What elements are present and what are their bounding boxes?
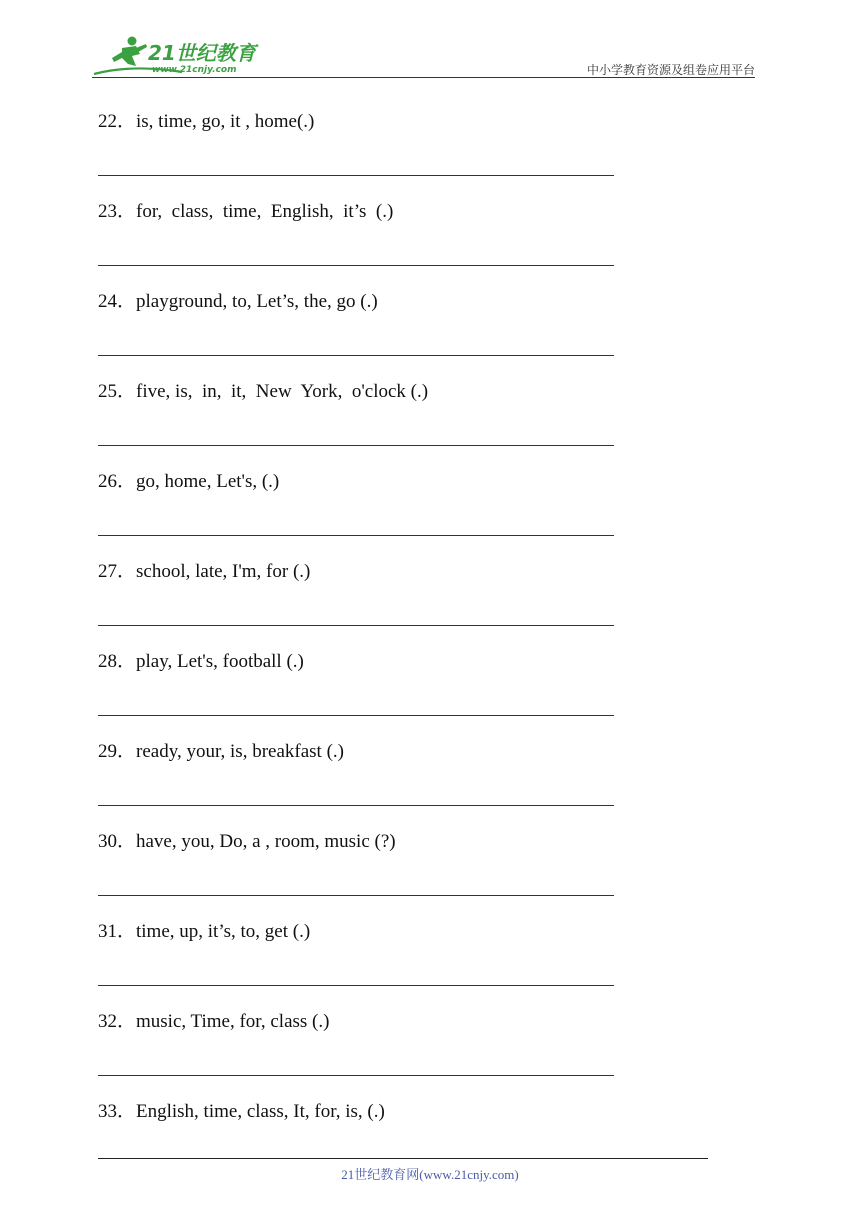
answer-line[interactable] bbox=[98, 1075, 614, 1076]
question-item bbox=[98, 738, 628, 828]
question-text: 27．school, late, I'm, for (.) bbox=[98, 561, 311, 582]
question-text: 22．is, time, go, it , home(.) bbox=[98, 111, 315, 132]
question-item bbox=[98, 378, 628, 468]
question-text: 24．playground, to, Let’s, the, go (.) bbox=[98, 291, 378, 312]
question-list bbox=[98, 108, 628, 1188]
question-item bbox=[98, 108, 628, 198]
answer-line[interactable] bbox=[98, 175, 614, 176]
logo-text: 21世纪教育 bbox=[148, 41, 256, 65]
answer-line[interactable] bbox=[98, 805, 614, 806]
answer-line[interactable] bbox=[98, 895, 614, 896]
question-text: 31．time, up, it’s, to, get (.) bbox=[98, 921, 311, 942]
answer-line[interactable] bbox=[98, 715, 614, 716]
question-text: 26．go, home, Let's, (.) bbox=[98, 471, 280, 492]
page-header bbox=[92, 30, 755, 78]
answer-line[interactable] bbox=[98, 355, 614, 356]
question-item bbox=[98, 918, 628, 1008]
site-logo bbox=[92, 34, 272, 78]
answer-line[interactable] bbox=[98, 265, 614, 266]
question-item bbox=[98, 558, 628, 648]
question-text: 33．English, time, class, It, for, is, (.) bbox=[98, 1101, 385, 1122]
question-item bbox=[98, 468, 628, 558]
footer-text: 21世纪教育网(www.21cnjy.com) bbox=[341, 1167, 519, 1182]
answer-line[interactable] bbox=[98, 985, 614, 986]
footer-rule bbox=[98, 1158, 708, 1159]
question-item bbox=[98, 648, 628, 738]
question-text: 32．music, Time, for, class (.) bbox=[98, 1011, 330, 1032]
question-text: 28．play, Let's, football (.) bbox=[98, 651, 304, 672]
answer-line[interactable] bbox=[98, 535, 614, 536]
header-rule bbox=[92, 77, 755, 78]
answer-line[interactable] bbox=[98, 625, 614, 626]
runner-icon bbox=[112, 37, 147, 67]
question-text: 23．for, class, time, English, it’s (.) bbox=[98, 201, 394, 222]
logo-url: www.21cnjy.com bbox=[152, 65, 237, 75]
answer-line[interactable] bbox=[98, 445, 614, 446]
header-tagline: 中小学教育资源及组卷应用平台 bbox=[586, 63, 755, 77]
question-text: 25．five, is, in, it, New York, o'clock (.) bbox=[98, 381, 429, 402]
question-text: 29．ready, your, is, breakfast (.) bbox=[98, 741, 344, 762]
question-item bbox=[98, 828, 628, 918]
question-item bbox=[98, 288, 628, 378]
question-item bbox=[98, 198, 628, 288]
question-text: 30．have, you, Do, a , room, music (?) bbox=[98, 831, 396, 852]
question-item bbox=[98, 1008, 628, 1098]
